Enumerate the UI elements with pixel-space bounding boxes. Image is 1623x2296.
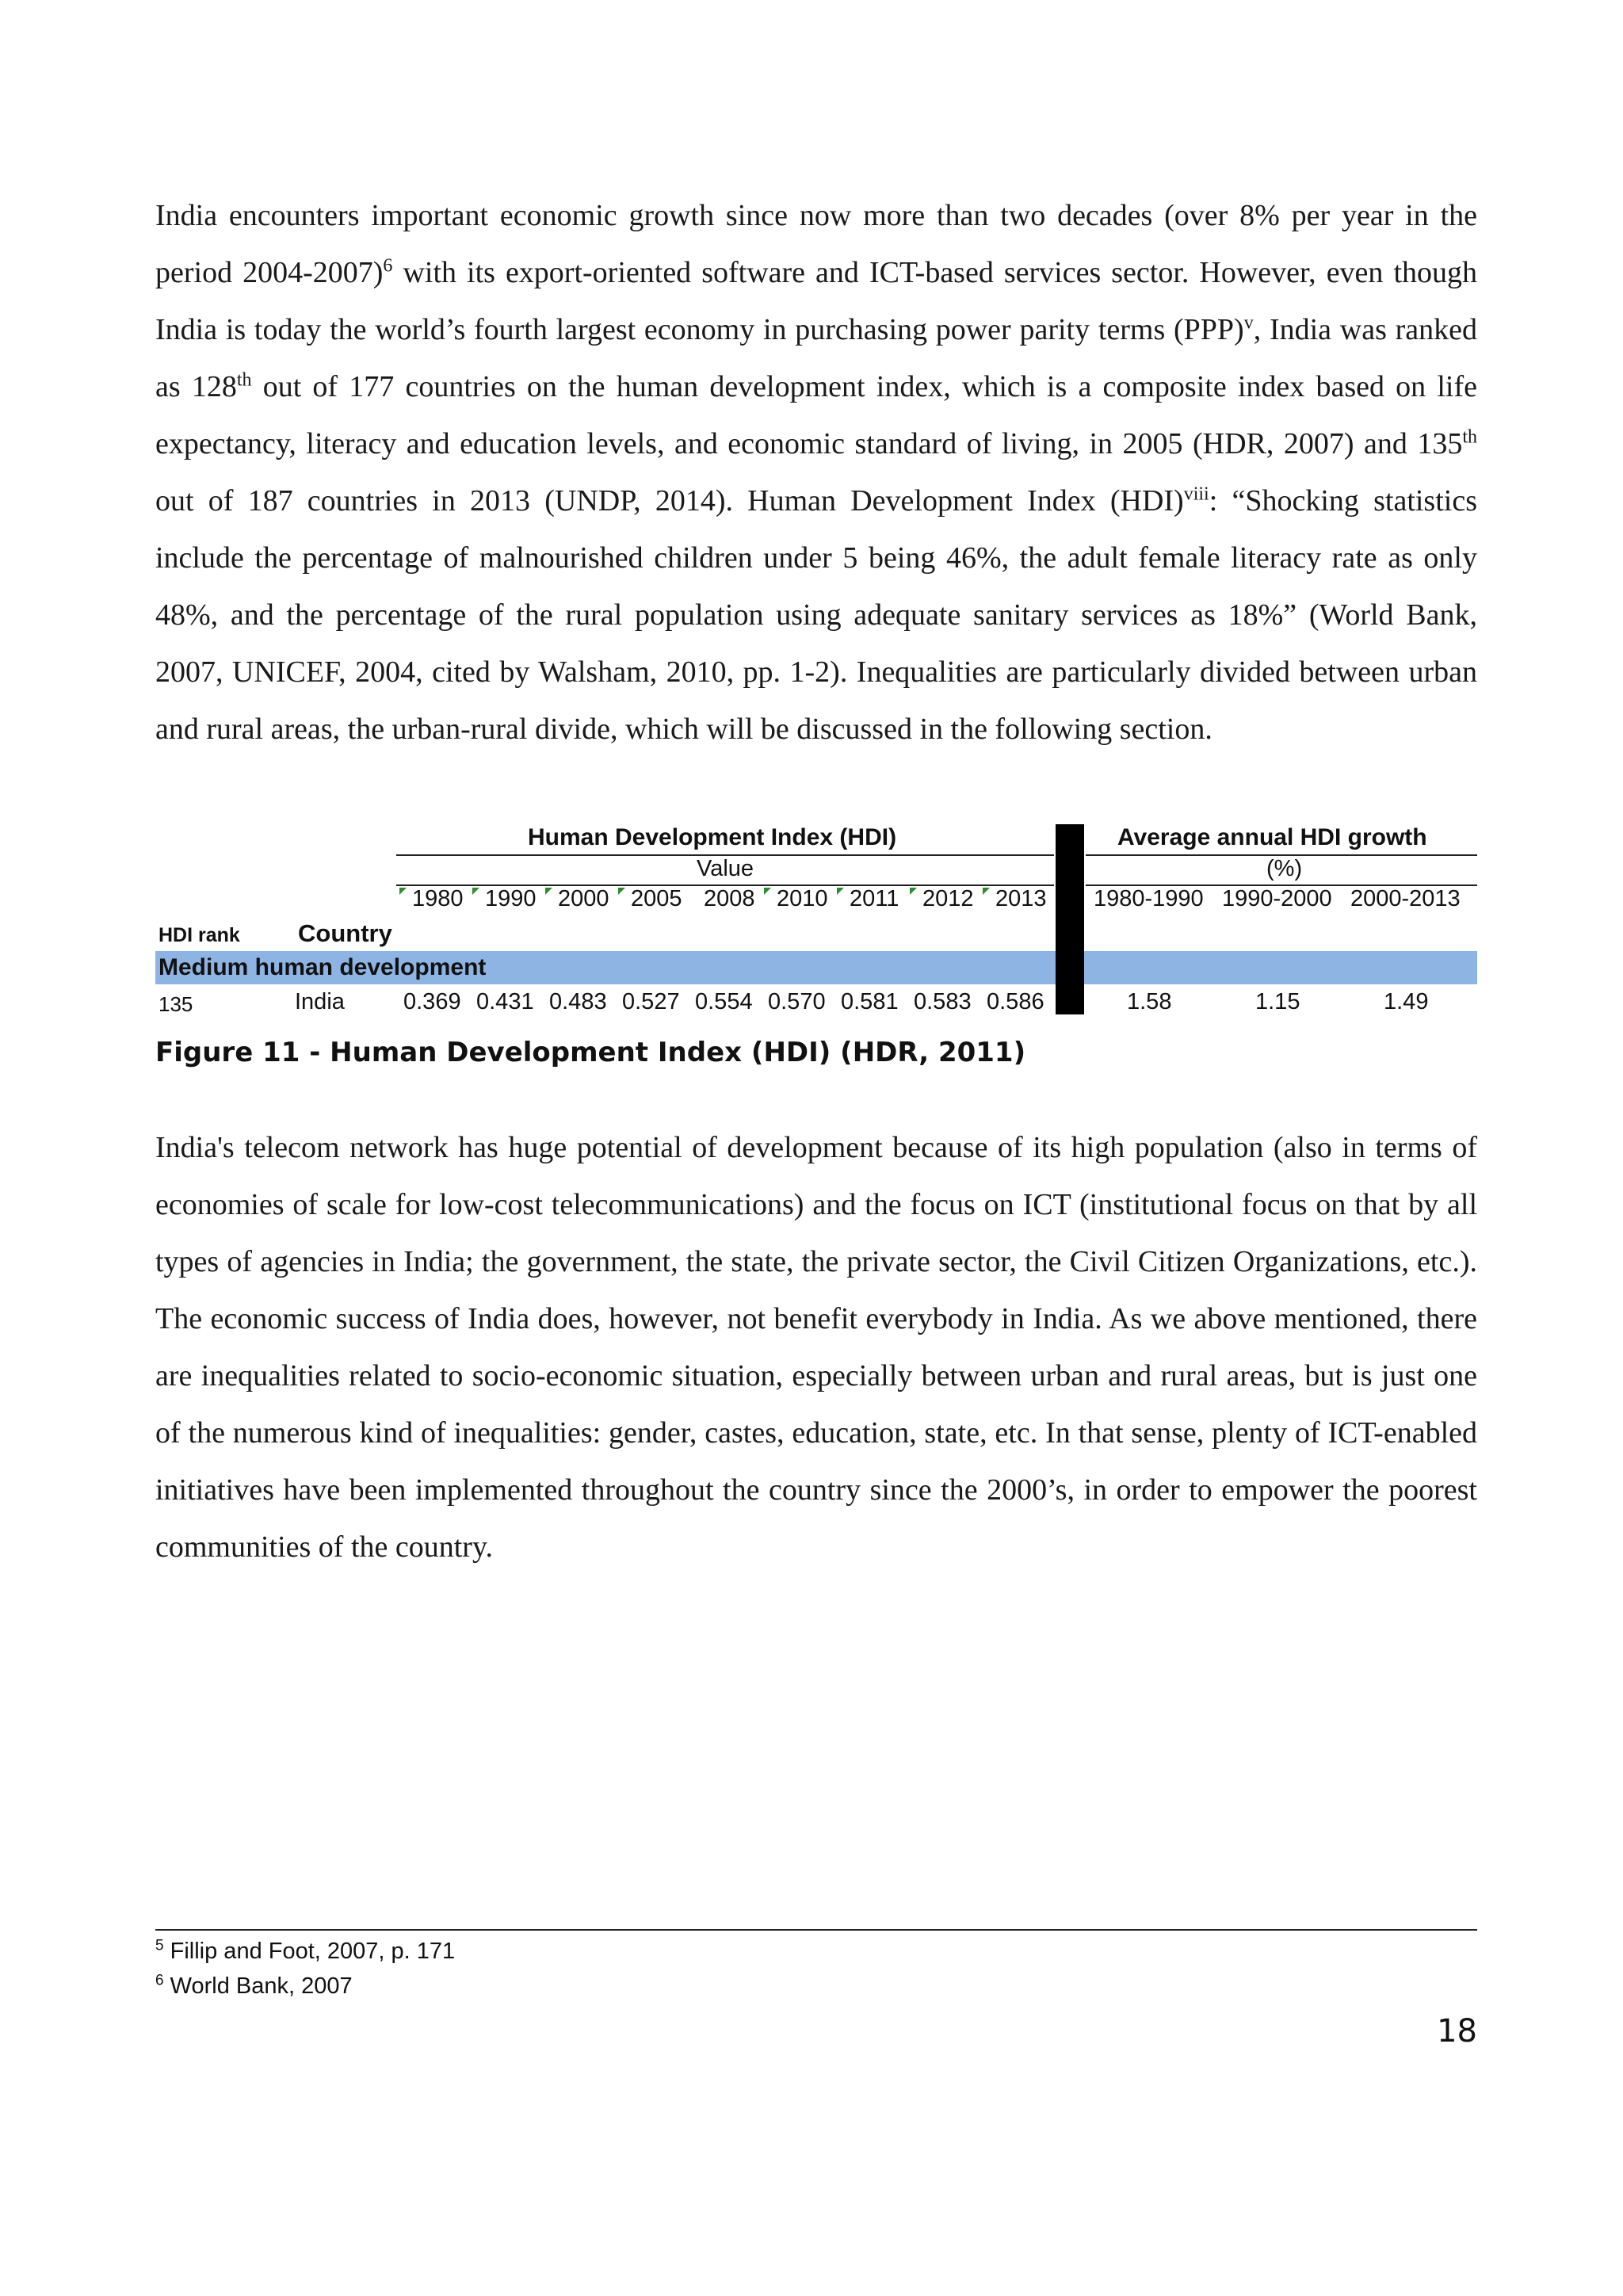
figure-caption: Figure 11 - Human Development Index (HDI) (HDR, 2011) — [155, 1037, 1026, 1068]
footnote-text: Fillip and Foot, 2007, p. 171 — [170, 1939, 456, 1964]
body-paragraph-1 — [155, 187, 1477, 758]
value-cell: 0.431 — [476, 989, 534, 1014]
footnote-ref: 6 — [383, 255, 393, 277]
year-header: 2012 — [922, 886, 974, 911]
endnote-ref: v — [1243, 312, 1254, 334]
footnote-mark: 5 — [155, 1937, 164, 1954]
year-header: 2008 — [704, 886, 755, 911]
text-run: out of 177 countries on the human development index, which is a composite index based on life expectancy, literacy and education levels, and economic standard of living, in 2005 (HDR, 2007) and 135 — [155, 370, 1477, 460]
value-cell: 0.554 — [695, 989, 753, 1014]
text-run: , India was ranked as 128 — [155, 313, 1477, 403]
cell-marker — [399, 888, 407, 895]
cell-marker — [837, 888, 844, 895]
footnote-text: World Bank, 2007 — [170, 1973, 353, 1999]
growth-title: Average annual HDI growth — [1117, 824, 1427, 850]
body-paragraph-2: India's telecom network has huge potential of development because of its high population (also in terms of economies of scale for low-cost telecommunications) and the focus on ICT (institutional focus on that by all types of agencies in India; the government, the state, the private sector, the Civil Citizen Organizations, etc.). The economic success of India does, however, not benefit everybody in India. As we above mentioned, there are inequalities related to socio-economic situation, especially between urban and rural areas, but is just one of the numerous kind of inequalities: gender, castes, education, state, etc. In that sense, plenty of ICT-enabled initiatives have been implemented throughout the country since the 2000’s, in order to empower the poorest communities of the country. — [155, 1131, 1477, 1564]
value-cell: 0.483 — [549, 989, 607, 1014]
period-header: 1980-1990 — [1094, 886, 1204, 911]
text-run: out of 187 countries in 2013 (UNDP, 2014). Human Development Index (HDI) — [155, 484, 1184, 518]
value-subtitle: Value — [697, 856, 754, 881]
growth-cell: 1.49 — [1384, 989, 1429, 1014]
growth-cell: 1.58 — [1127, 989, 1172, 1014]
country-cell: India — [295, 989, 345, 1014]
page-number: 18 — [1437, 2013, 1477, 2050]
column-separator-bar — [1056, 824, 1084, 1014]
ordinal-suffix: th — [1462, 426, 1477, 448]
value-cell: 0.583 — [914, 989, 972, 1014]
period-header: 2000-2013 — [1350, 886, 1461, 911]
cell-marker — [983, 888, 990, 895]
year-header: 2010 — [777, 886, 828, 911]
value-cell: 0.527 — [622, 989, 680, 1014]
year-header: 2000 — [558, 886, 609, 911]
endnote-ref: viii — [1183, 483, 1209, 505]
year-header: 2013 — [995, 886, 1047, 911]
cell-marker — [764, 888, 771, 895]
rank-cell: 135 — [158, 992, 193, 1016]
year-header: 1980 — [412, 886, 464, 911]
year-header: 2011 — [850, 886, 899, 911]
footnote-mark: 6 — [155, 1972, 164, 1989]
ordinal-suffix: th — [236, 369, 252, 391]
text-run: India encounters important economic growth since now more than two decades (over 8% per year in the period 2004-2007) — [155, 199, 1477, 289]
value-cell: 0.581 — [841, 989, 899, 1014]
period-header: 1990-2000 — [1222, 886, 1332, 911]
hdi-title: Human Development Index (HDI) — [528, 824, 897, 850]
year-header: 2005 — [631, 886, 682, 911]
hdi-rank-header: HDI rank — [158, 924, 240, 946]
year-header: 1990 — [485, 886, 537, 911]
country-header: Country — [298, 919, 392, 947]
group-label: Medium human development — [158, 954, 487, 980]
value-cell: 0.570 — [768, 989, 826, 1014]
text-run: : “Shocking statistics include the percentage of malnourished children under 5 being 46%, the adult female literacy rate as only 48%, and the percentage of the rural population using adequate sanitary services as 18%” (World Bank, 2007, UNICEF, 2004, cited by Walsham, 2010, pp. 1-2). Inequalities are particularly divided between urban and rural areas, the urban-rural divide, which will be discussed in the following section. — [155, 484, 1477, 746]
cell-marker — [472, 888, 479, 895]
percent-subtitle: (%) — [1266, 856, 1303, 881]
footnote — [155, 1973, 353, 2000]
hdi-table — [155, 824, 1477, 1022]
text-run: with its export-oriented software and ICT-based services sector. However, even though India is today the world’s fourth largest economy in purchasing power parity terms (PPP) — [155, 256, 1478, 346]
value-cell: 0.369 — [403, 989, 461, 1014]
growth-cell: 1.15 — [1255, 989, 1300, 1014]
cell-marker — [910, 888, 917, 895]
footnote-separator — [155, 1929, 1477, 1931]
footnote — [155, 1939, 455, 1965]
cell-marker — [545, 888, 552, 895]
value-cell: 0.586 — [987, 989, 1044, 1014]
cell-marker — [618, 888, 625, 895]
